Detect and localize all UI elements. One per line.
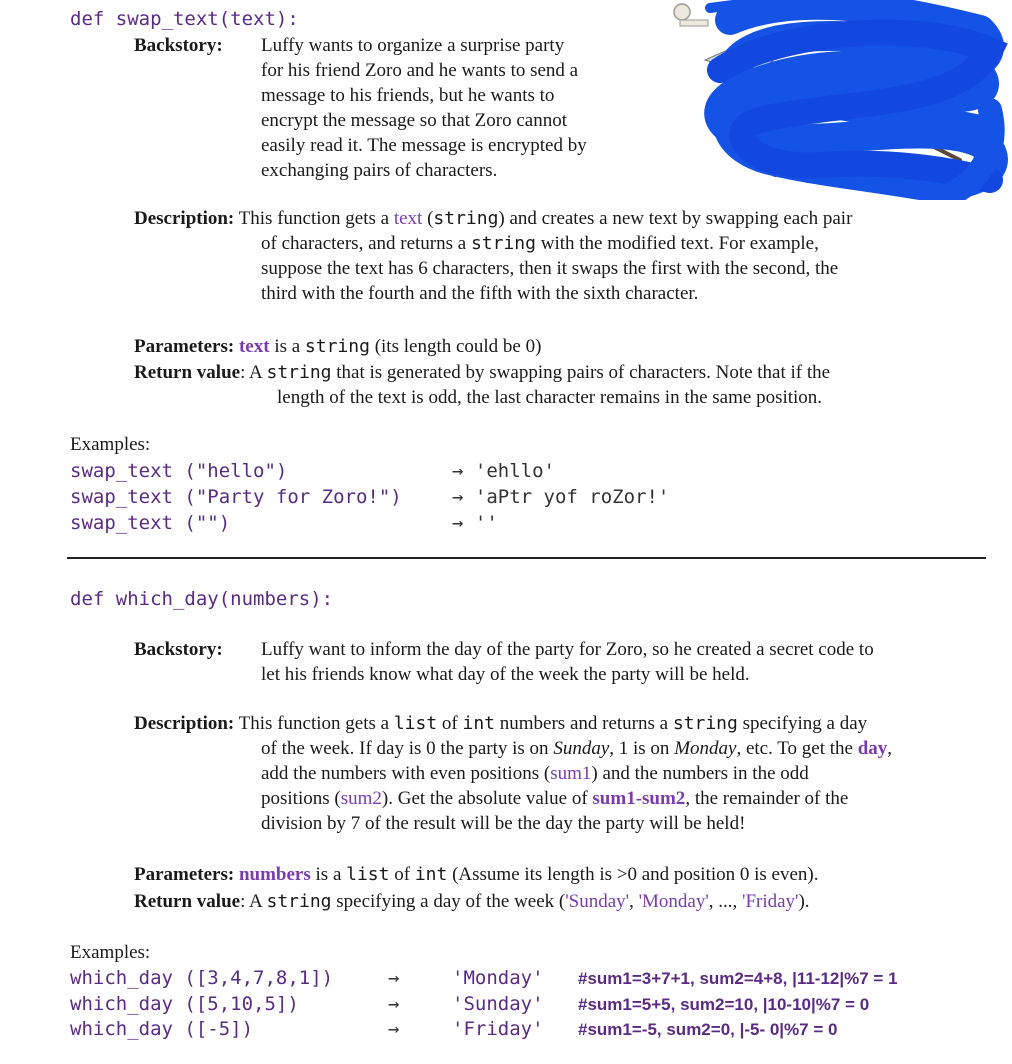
backstory-label: Backstory: <box>134 639 223 660</box>
arrow-icon: → <box>388 967 400 989</box>
backstory-label: Backstory: <box>134 35 223 56</box>
example-result: '' <box>474 512 498 534</box>
examples-arrows <box>388 966 399 1043</box>
return-value-label: Return value <box>134 891 241 912</box>
example-result: 'Monday' <box>452 967 544 989</box>
example-call: swap_text ("hello") <box>70 460 288 482</box>
arrow-icon: → <box>452 486 464 508</box>
backstory-text <box>261 33 587 183</box>
backstory-line: Luffy wants to organize a surprise party <box>261 35 565 56</box>
param-ref-text: text <box>393 208 423 229</box>
backstory-line: exchanging pairs of characters. <box>261 160 498 181</box>
section-divider <box>67 557 986 559</box>
description-block: Description: This function gets a text (string) and creates a new text by swapping each pair of characters, and returns a string with the modified text. For example, suppose the text has 6 characters, then it swaps the first with the second, the third with the fourth and the fifth with the sixth character. <box>134 208 853 304</box>
example-call: swap_text ("") <box>70 512 231 534</box>
backstory-line: for his friend Zoro and he wants to send a <box>261 60 579 81</box>
example-call: which_day ([5,10,5]) <box>70 992 299 1015</box>
examples-calls <box>70 458 402 536</box>
example-result: 'aPtr yof roZor!' <box>474 486 670 508</box>
return-value-line: Return value: A string specifying a day of the week ('Sunday', 'Monday', ..., 'Friday'). <box>134 891 810 912</box>
example-comment: #sum1=-5, sum2=0, |-5- 0|%7 = 0 <box>578 1020 838 1039</box>
arrow-icon: → <box>388 1018 400 1040</box>
backstory-line: Luffy want to inform the day of the party for Zoro, so he created a secret code to <box>261 639 874 660</box>
examples-calls <box>70 966 333 1043</box>
backstory-line: easily read it. The message is encrypted by <box>261 135 587 156</box>
example-call: which_day ([3,4,7,8,1]) <box>70 967 334 989</box>
example-call: swap_text ("Party for Zoro!") <box>70 486 402 508</box>
backstory-line: let his friends know what day of the week the party will be held. <box>261 664 750 685</box>
example-comment: #sum1=3+7+1, sum2=4+8, |11-12|%7 = 1 <box>578 969 898 988</box>
description-block: Description: This function gets a list of int numbers and returns a string specifying a day of the week. If day is 0 the party is on Sunday, 1 is on Monday, etc. To get the day, add the numbers with even positions (sum1) and the numbers in the odd positions (sum2). Get the absolute value of sum1-sum2, the remainder of the division by 7 of the result will be the day the party will be held! <box>134 713 893 834</box>
parameters-line: Parameters: text is a string (its length could be 0) <box>134 336 542 357</box>
param-name: numbers <box>238 864 311 885</box>
backstory-line: message to his friends, but he wants to <box>261 85 555 106</box>
description-label: Description: <box>134 208 235 229</box>
arrow-icon: → <box>452 512 464 534</box>
examples-comments <box>578 966 898 1043</box>
function-signature-which-day: def which_day(numbers): <box>70 588 334 610</box>
description-label: Description: <box>134 713 235 734</box>
param-name: text <box>238 336 270 357</box>
scribbled-illustration <box>660 0 1012 200</box>
example-result: 'Friday' <box>452 1018 544 1040</box>
examples-results <box>452 458 669 536</box>
backstory-line: encrypt the message so that Zoro cannot <box>261 110 568 131</box>
return-value-label: Return value <box>134 362 241 383</box>
type-ref-string: string <box>470 233 536 254</box>
parameters-label: Parameters: <box>134 336 235 357</box>
return-value-block: Return value: A string that is generated by swapping pairs of characters. Note that if the length of the text is odd, the last character remains in the same position. <box>134 362 831 408</box>
backstory-text <box>261 637 874 687</box>
example-result: 'ehllo' <box>474 460 555 482</box>
parameters-label: Parameters: <box>134 864 235 885</box>
arrow-icon: → <box>452 460 464 482</box>
examples-results <box>452 966 544 1043</box>
function-signature-swap-text: def swap_text(text): <box>70 8 299 30</box>
example-result: 'Sunday' <box>452 992 544 1015</box>
examples-label: Examples: <box>70 434 151 455</box>
example-call: which_day ([-5]) <box>70 1018 254 1040</box>
type-ref-string: string <box>433 208 499 229</box>
arrow-icon: → <box>388 992 400 1015</box>
parameters-line: Parameters: numbers is a list of int (Assume its length is >0 and position 0 is even). <box>134 864 819 885</box>
bone-icon <box>674 4 690 20</box>
examples-label: Examples: <box>70 942 151 963</box>
example-comment: #sum1=5+5, sum2=10, |10-10|%7 = 0 <box>578 994 870 1014</box>
